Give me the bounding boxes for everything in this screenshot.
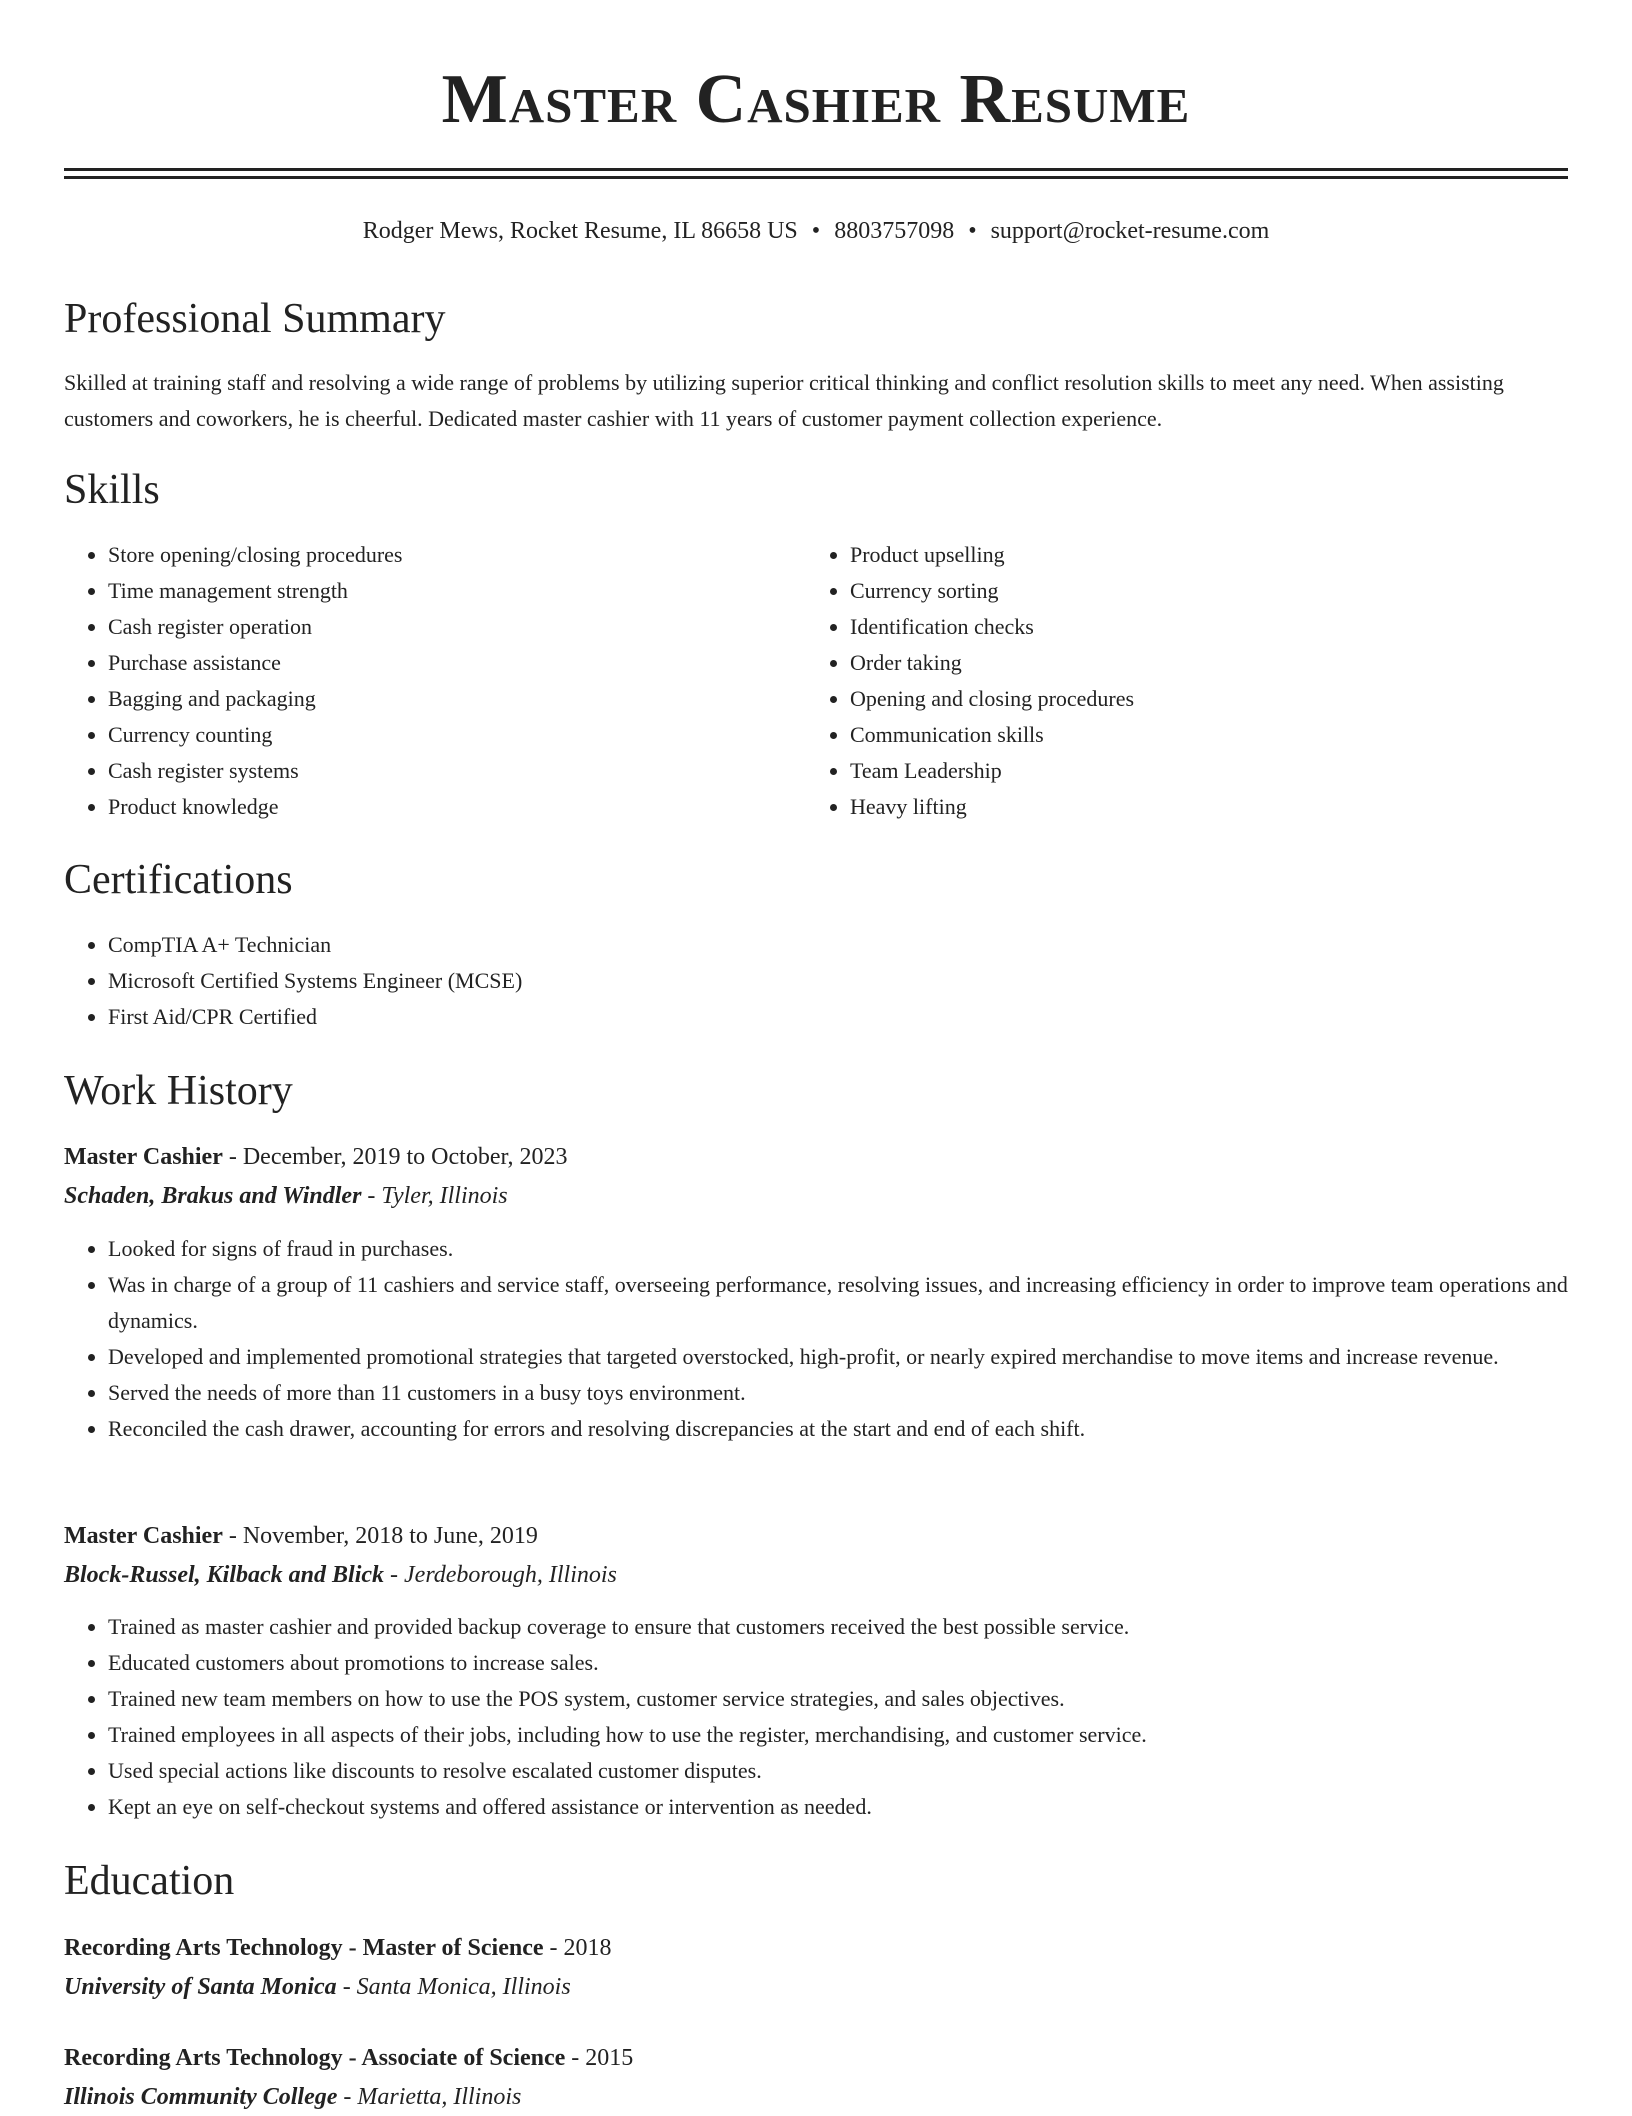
employer-name: Block-Russel, Kilback and Blick <box>64 1562 385 1588</box>
employer-location: - Jerdeborough, Illinois <box>390 1562 617 1588</box>
list-item: • Trained as master cashier and provided backup coverage to ensure that customers received the best possible service. <box>108 1609 1568 1645</box>
list-item: • Used special actions like discounts to resolve escalated customer disputes. <box>108 1753 1568 1789</box>
list-item: • Identification checks <box>850 609 1550 645</box>
list-item: • Was in charge of a group of 11 cashiers and service staff, overseeing performance, resolving issues, and increasing efficiency in order to improve team operations and dynamics. <box>108 1267 1568 1339</box>
list-item: • Cash register operation <box>108 609 808 645</box>
employer-location: - Tyler, Illinois <box>367 1183 508 1209</box>
job-title: Master Cashier <box>64 1144 223 1170</box>
contact-phone: 8803757098 <box>834 218 955 244</box>
degree-line <box>64 1929 612 1967</box>
list-item: • Looked for signs of fraud in purchases. <box>108 1231 1568 1267</box>
list-item: • Team Leadership <box>850 753 1550 789</box>
list-item: • Currency counting <box>108 717 808 753</box>
list-item: • Educated customers about promotions to increase sales. <box>108 1645 1568 1681</box>
list-item: • Reconciled the cash drawer, accounting for errors and resolving discrepancies at the start and end of each shift. <box>108 1411 1568 1447</box>
degree-name: Recording Arts Technology - Associate of Science <box>64 2045 566 2071</box>
list-item: • Kept an eye on self-checkout systems and offered assistance or intervention as needed. <box>108 1789 1568 1825</box>
job-title: Master Cashier <box>64 1523 223 1549</box>
list-item: • First Aid/CPR Certified <box>108 999 1508 1035</box>
list-item: • CompTIA A+ Technician <box>108 927 1508 963</box>
work-history-heading: Work History <box>64 1068 293 1114</box>
list-item: • Bagging and packaging <box>108 681 808 717</box>
title-rule-thin <box>64 176 1568 179</box>
certifications-list <box>64 927 1508 1035</box>
list-item: • Product knowledge <box>108 789 808 825</box>
list-item: • Cash register systems <box>108 753 808 789</box>
contact-separator: • <box>968 218 977 244</box>
contact-address: Rodger Mews, Rocket Resume, IL 86658 US <box>362 218 798 244</box>
resume-title: Master Cashier Resume <box>441 61 1191 138</box>
list-item: • Store opening/closing procedures <box>108 537 808 573</box>
job-title-line <box>64 1138 568 1176</box>
list-item: • Product upselling <box>850 537 1550 573</box>
contact-line <box>64 214 1568 248</box>
degree-year: - 2018 <box>549 1935 612 1961</box>
education-heading: Education <box>64 1858 235 1904</box>
summary-text: Skilled at training staff and resolving a wide range of problems by utilizing superior critical thinking and conflict resolution skills to meet any need. When assisting customers and coworkers, he is cheerful. Dedicated master cashier with 11 years of customer payment collection experience. <box>64 370 1504 431</box>
employer-line <box>64 1556 617 1594</box>
employer-line <box>64 1177 508 1215</box>
list-item: • Trained employees in all aspects of their jobs, including how to use the register, merchandising, and customer service. <box>108 1717 1568 1753</box>
degree-name: Recording Arts Technology - Master of Science <box>64 1935 544 1961</box>
school-name: Illinois Community College <box>64 2084 338 2110</box>
skills-heading: Skills <box>64 467 160 513</box>
certifications-heading: Certifications <box>64 857 293 903</box>
job-dates: - December, 2019 to October, 2023 <box>228 1144 568 1170</box>
school-name: University of Santa Monica <box>64 1974 337 2000</box>
contact-email: support@rocket-resume.com <box>990 218 1270 244</box>
skills-list-right <box>806 537 1550 825</box>
job-dates: - November, 2018 to June, 2019 <box>228 1523 538 1549</box>
school-line <box>64 2078 521 2116</box>
list-item: • Purchase assistance <box>108 645 808 681</box>
list-item: • Trained new team members on how to use the POS system, customer service strategies, and sales objectives. <box>108 1681 1568 1717</box>
list-item: • Served the needs of more than 11 customers in a busy toys environment. <box>108 1375 1568 1411</box>
employer-name: Schaden, Brakus and Windler <box>64 1183 362 1209</box>
list-item: • Heavy lifting <box>850 789 1550 825</box>
title-rule-thick <box>64 168 1568 171</box>
degree-year: - 2015 <box>571 2045 634 2071</box>
skills-list-left <box>64 537 808 825</box>
job-duties-list <box>64 1609 1568 1825</box>
list-item: • Opening and closing procedures <box>850 681 1550 717</box>
summary-heading: Professional Summary <box>64 296 446 342</box>
list-item: • Time management strength <box>108 573 808 609</box>
list-item: • Developed and implemented promotional strategies that targeted overstocked, high-profit, or nearly expired merchandise to move items and increase revenue. <box>108 1339 1568 1375</box>
list-item: • Currency sorting <box>850 573 1550 609</box>
list-item: • Microsoft Certified Systems Engineer (MCSE) <box>108 963 1508 999</box>
school-location: - Marietta, Illinois <box>343 2084 522 2110</box>
job-title-line <box>64 1517 538 1555</box>
contact-separator: • <box>811 218 821 244</box>
school-location: - Santa Monica, Illinois <box>342 1974 571 2000</box>
school-line <box>64 1968 571 2006</box>
degree-line <box>64 2039 633 2077</box>
list-item: • Order taking <box>850 645 1550 681</box>
list-item: • Communication skills <box>850 717 1550 753</box>
job-duties-list <box>64 1231 1568 1447</box>
